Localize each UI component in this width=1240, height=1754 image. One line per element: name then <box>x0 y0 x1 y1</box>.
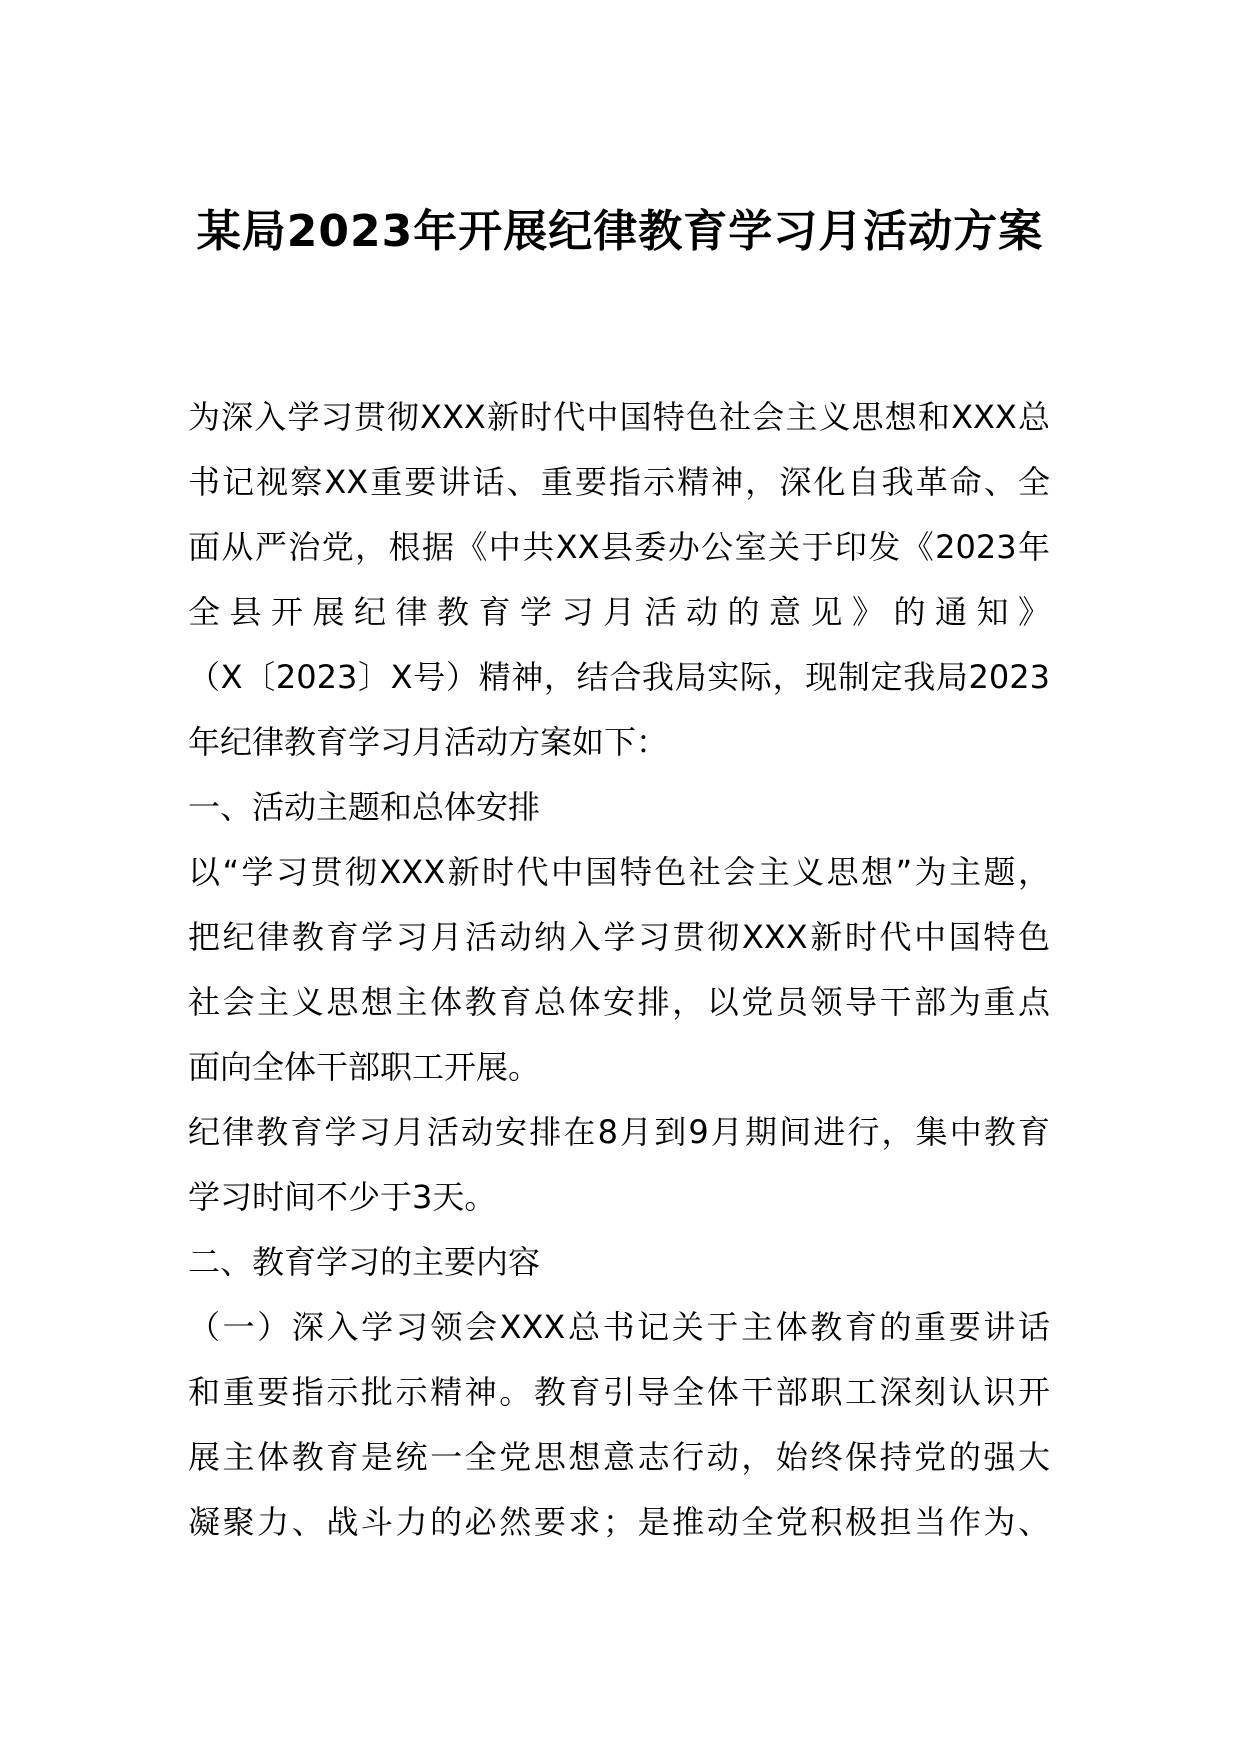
body-line: （一）深入学习领会XXX总书记关于主体教育的重要讲话 <box>188 1308 1050 1346</box>
document-body <box>188 385 1088 1555</box>
body-line: 把纪律教育学习月活动纳入学习贯彻XXX新时代中国特色 <box>188 918 1050 956</box>
body-line: 学习时间不少于3天。 <box>188 1178 497 1216</box>
body-line: 展主体教育是统一全党思想意志行动，始终保持党的强大 <box>188 1438 1050 1476</box>
body-line: 纪律教育学习月活动安排在8月到9月期间进行，集中教育 <box>188 1113 1050 1151</box>
body-line: 年纪律教育学习月活动方案如下： <box>188 723 669 761</box>
body-line: 为深入学习贯彻XXX新时代中国特色社会主义思想和XXX总 <box>188 398 1050 436</box>
body-line: 凝聚力、战斗力的必然要求；是推动全党积极担当作为、 <box>188 1503 1050 1541</box>
section-heading: 二、教育学习的主要内容 <box>188 1243 541 1281</box>
body-line: 面从严治党，根据《中共XX县委办公室关于印发《2023年 <box>188 528 1050 566</box>
body-line: 书记视察XX重要讲话、重要指示精神，深化自我革命、全 <box>188 463 1050 501</box>
body-line: （X〔2023〕X号）精神，结合我局实际，现制定我局2023 <box>188 658 1050 696</box>
body-line: 以“学习贯彻XXX新时代中国特色社会主义思想”为主题， <box>188 853 1050 891</box>
body-line: 全县开展纪律教育学习月活动的意见》的通知》 <box>188 593 1050 631</box>
section-heading: 一、活动主题和总体安排 <box>188 788 541 826</box>
body-line: 面向全体干部职工开展。 <box>188 1048 541 1086</box>
body-line: 和重要指示批示精神。教育引导全体干部职工深刻认识开 <box>188 1373 1050 1411</box>
document-title: 某局2023年开展纪律教育学习月活动方案 <box>196 206 1044 257</box>
body-line: 社会主义思想主体教育总体安排，以党员领导干部为重点 <box>188 983 1050 1021</box>
